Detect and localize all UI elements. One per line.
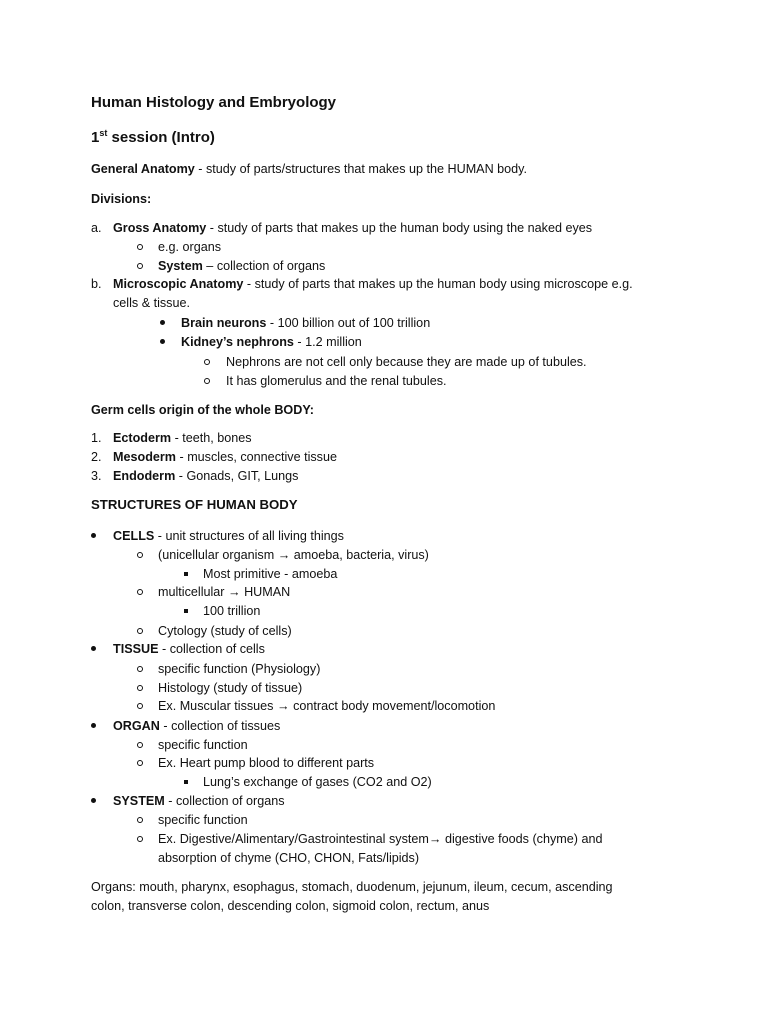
organ-sub: specific function	[158, 738, 248, 752]
document-title: Human Histology and Embryology	[91, 94, 337, 111]
brain-neurons-text: - 100 billion out of 100 trillion	[266, 316, 431, 330]
germ-item	[113, 430, 252, 446]
cells-text: - unit structures of all living things	[154, 529, 344, 543]
gross-anatomy-line	[113, 220, 592, 236]
germ-term: Ectoderm	[113, 431, 172, 445]
organ-text: - collection of tissues	[159, 719, 281, 733]
circle-bullet-icon	[137, 552, 143, 558]
structures-heading: STRUCTURES OF HUMAN BODY	[91, 497, 298, 512]
circle-bullet-icon	[137, 628, 143, 634]
nephrons-note-1: Nephrons are not cell only because they are made up of tubules.	[226, 355, 587, 369]
gross-sub-system	[158, 258, 325, 274]
bullet-icon	[91, 646, 96, 651]
brain-neurons-line	[181, 315, 430, 331]
system-line	[113, 793, 285, 809]
cells-line	[113, 528, 344, 544]
germ-item	[113, 449, 337, 465]
bullet-icon	[91, 723, 96, 728]
organ-term: ORGAN	[113, 719, 160, 733]
germ-item	[113, 468, 298, 484]
session-label: session (Intro)	[107, 129, 215, 146]
tissue-sub: specific function (Physiology)	[158, 662, 321, 676]
kidney-nephrons-text: - 1.2 million	[293, 335, 362, 349]
cells-sub: (unicellular organism → amoeba, bacteria, virus)	[158, 548, 429, 562]
circle-bullet-icon	[204, 378, 210, 384]
circle-bullet-icon	[137, 760, 143, 766]
microscopic-anatomy-cont: cells & tissue.	[113, 296, 190, 310]
germ-text: - teeth, bones	[171, 431, 252, 445]
division-a-marker: a.	[91, 221, 102, 235]
bullet-icon	[91, 533, 96, 538]
cells-sub: multicellular → HUMAN	[158, 585, 291, 599]
tissue-sub: Ex. Muscular tissues → contract body movement/locomotion	[158, 699, 496, 713]
organs-list-line-1: Organs: mouth, pharynx, esophagus, stomach, duodenum, jejunum, ileum, cecum, ascending	[91, 880, 613, 894]
cells-subsub: 100 trillion	[203, 604, 261, 618]
system-structure-text: - collection of organs	[164, 794, 285, 808]
circle-bullet-icon	[137, 742, 143, 748]
germ-term: Endoderm	[113, 469, 176, 483]
session-ordinal: st	[99, 128, 108, 138]
session-heading	[91, 130, 215, 146]
circle-bullet-icon	[137, 589, 143, 595]
microscopic-anatomy-term: Microscopic Anatomy	[113, 277, 244, 291]
circle-bullet-icon	[137, 666, 143, 672]
kidney-nephrons-term: Kidney’s nephrons	[181, 335, 294, 349]
germ-cells-heading: Germ cells origin of the whole BODY:	[91, 403, 314, 417]
gross-anatomy-term: Gross Anatomy	[113, 221, 207, 235]
microscopic-anatomy-line	[113, 276, 633, 292]
nephrons-note-2: It has glomerulus and the renal tubules.	[226, 374, 447, 388]
circle-bullet-icon	[137, 263, 143, 269]
square-bullet-icon	[184, 572, 188, 576]
germ-marker-3: 3.	[91, 469, 102, 483]
system-sub-cont: absorption of chyme (CHO, CHON, Fats/lipids)	[158, 851, 420, 865]
gross-anatomy-text: - study of parts that makes up the human body using the naked eyes	[206, 221, 593, 235]
general-anatomy-text: - study of parts/structures that makes up the HUMAN body.	[194, 162, 528, 176]
circle-bullet-icon	[137, 703, 143, 709]
cells-term: CELLS	[113, 529, 155, 543]
circle-bullet-icon	[137, 685, 143, 691]
division-b-marker: b.	[91, 277, 102, 291]
germ-text: - muscles, connective tissue	[176, 450, 337, 464]
system-term: System	[158, 259, 203, 273]
brain-neurons-term: Brain neurons	[181, 316, 267, 330]
tissue-line	[113, 641, 265, 657]
divisions-heading: Divisions:	[91, 192, 152, 206]
bullet-icon	[160, 339, 165, 344]
square-bullet-icon	[184, 780, 188, 784]
general-anatomy-line	[91, 161, 527, 177]
organ-sub: Ex. Heart pump blood to different parts	[158, 756, 375, 770]
cells-sub: Cytology (study of cells)	[158, 624, 292, 638]
gross-sub-organs: e.g. organs	[158, 240, 222, 254]
organ-subsub: Lung’s exchange of gases (CO2 and O2)	[203, 775, 432, 789]
bullet-icon	[160, 320, 165, 325]
germ-text: - Gonads, GIT, Lungs	[175, 469, 299, 483]
cells-subsub: Most primitive - amoeba	[203, 567, 338, 581]
circle-bullet-icon	[204, 359, 210, 365]
circle-bullet-icon	[137, 817, 143, 823]
germ-marker-2: 2.	[91, 450, 102, 464]
organs-list-line-2: colon, transverse colon, descending colon, sigmoid colon, rectum, anus	[91, 899, 490, 913]
circle-bullet-icon	[137, 244, 143, 250]
system-text: – collection of organs	[202, 259, 326, 273]
session-number: 1	[91, 129, 100, 146]
germ-marker-1: 1.	[91, 431, 102, 445]
system-sub: Ex. Digestive/Alimentary/Gastrointestinal system→ digestive foods (chyme) and	[158, 832, 603, 846]
square-bullet-icon	[184, 609, 188, 613]
system-structure-term: SYSTEM	[113, 794, 165, 808]
kidney-nephrons-line	[181, 334, 362, 350]
germ-term: Mesoderm	[113, 450, 176, 464]
tissue-term: TISSUE	[113, 642, 159, 656]
tissue-sub: Histology (study of tissue)	[158, 681, 303, 695]
circle-bullet-icon	[137, 836, 143, 842]
general-anatomy-term: General Anatomy	[91, 162, 195, 176]
microscopic-anatomy-text: - study of parts that makes up the human body using microscope e.g.	[243, 277, 633, 291]
organ-line	[113, 718, 280, 734]
system-sub: specific function	[158, 813, 248, 827]
bullet-icon	[91, 798, 96, 803]
tissue-text: - collection of cells	[158, 642, 265, 656]
